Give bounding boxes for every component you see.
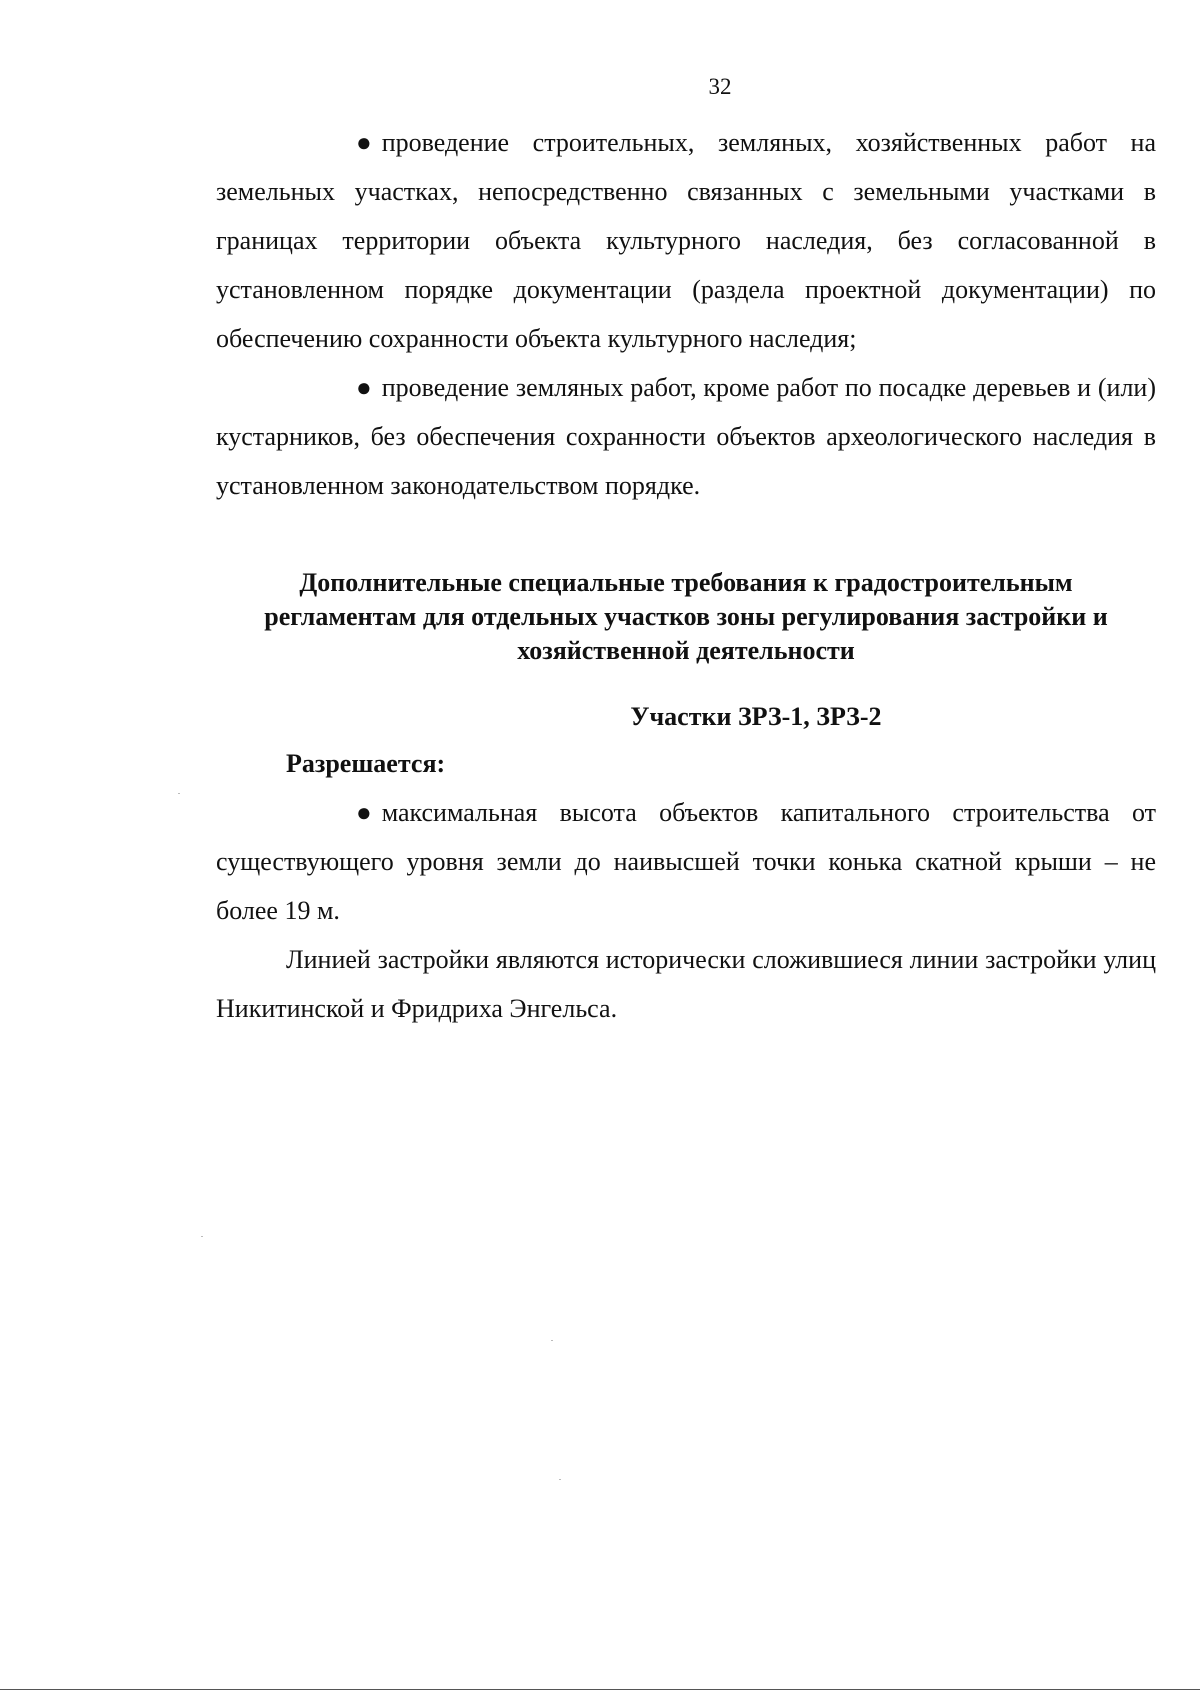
section-heading-line-2: регламентам для отдельных участков зоны регулирования застройки и: [264, 602, 1108, 631]
bullet-icon: ●: [356, 128, 372, 157]
document-body: [216, 118, 1156, 1033]
bullet-paragraph-max-height: [216, 788, 1156, 935]
page-bottom-edge: [0, 1689, 1200, 1690]
scan-speck: [178, 793, 180, 794]
permitted-label: Разрешается:: [286, 749, 446, 778]
paragraph-text: Линией застройки являются исторически сложившиеся линии застройки улиц Никитинской и Фридриха Энгельса.: [216, 945, 1156, 1023]
zones-subheading: Участки ЗРЗ-1, ЗРЗ-2: [630, 702, 882, 731]
paragraph-text: проведение земляных работ, кроме работ по посадке деревьев и (или) кустарников, без обеспечения сохранности объектов археологического наследия в установленном законодательством порядке.: [216, 373, 1156, 500]
bullet-paragraph-construction-works: [216, 118, 1156, 363]
page-number: 32: [708, 74, 732, 99]
section-heading-line-1: Дополнительные специальные требования к градостроительным: [299, 568, 1073, 597]
paragraph-building-line: [216, 935, 1156, 1033]
bullet-paragraph-earth-works: [216, 363, 1156, 510]
scan-speck: [201, 1236, 203, 1237]
section-heading-line-3: хозяйственной деятельности: [517, 636, 855, 665]
scan-speck: [551, 1340, 553, 1341]
bullet-icon: ●: [356, 798, 372, 827]
scan-speck: [559, 1479, 561, 1480]
section-heading: [216, 566, 1156, 668]
bullet-icon: ●: [356, 373, 372, 402]
paragraph-text: проведение строительных, земляных, хозяйственных работ на земельных участках, непосредственно связанных с земельными участками в границах территории объекта культурного наследия, без согласованной в установленном порядке документации (раздела проектной документации) по обеспечению сохранности объекта культурного наследия;: [216, 128, 1156, 353]
paragraph-text: максимальная высота объектов капитального строительства от существующего уровня земли до наивысшей точки конька скатной крыши – не более 19 м.: [216, 798, 1156, 925]
